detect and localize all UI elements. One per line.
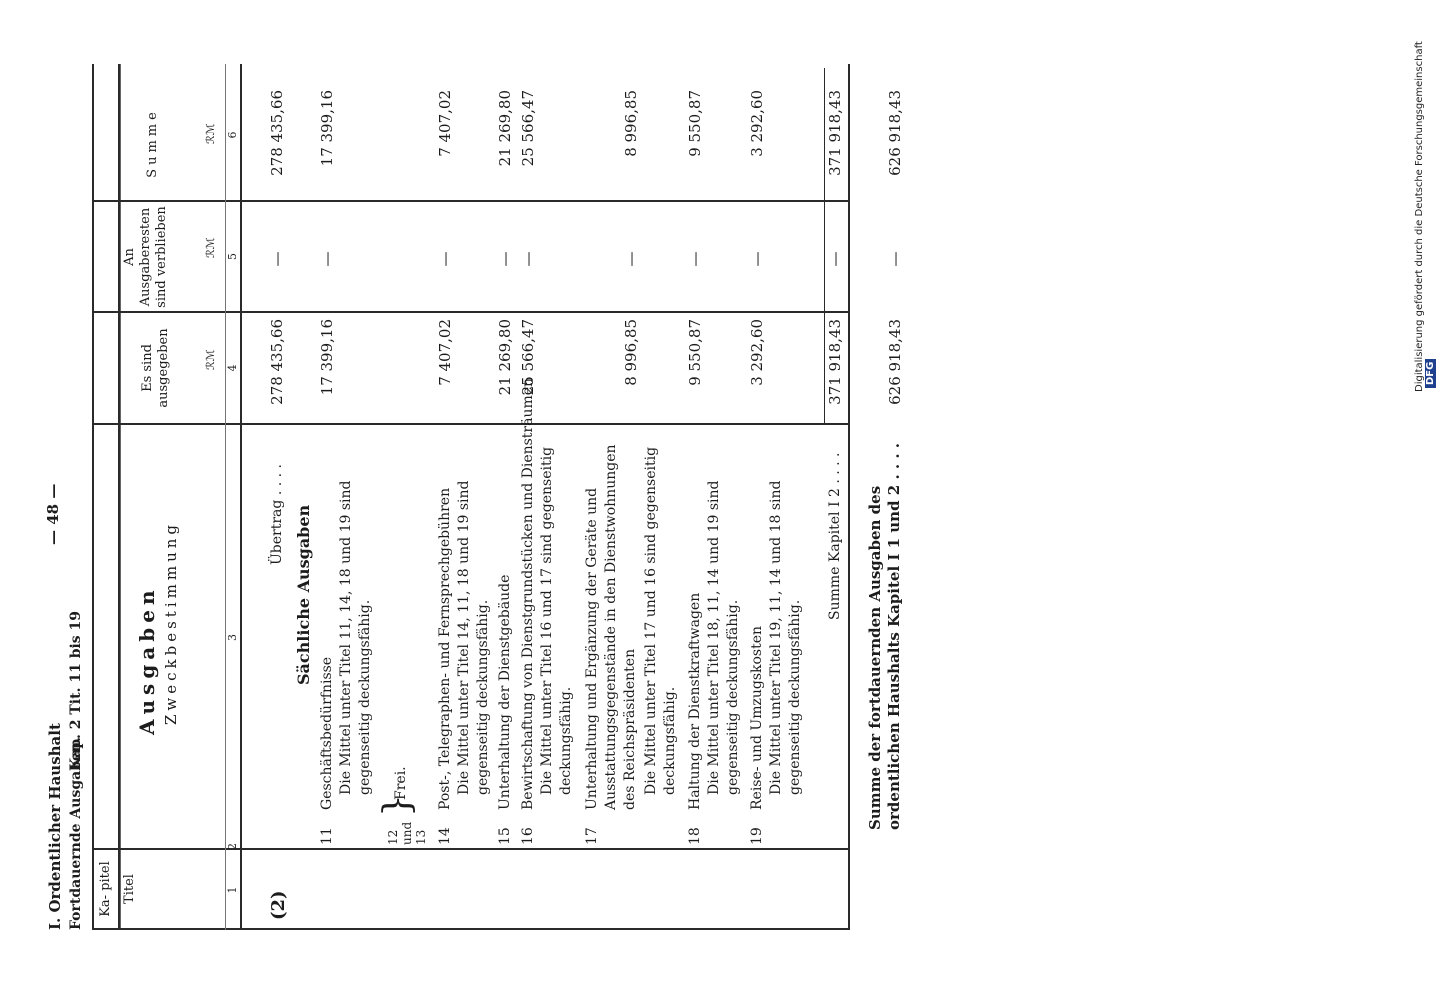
total-amount-col6: 626 918,43 (886, 90, 904, 176)
titel-16: 16 (520, 827, 536, 845)
col-header-kapitel: Ka- pitel (98, 861, 113, 917)
row-17-dash: — (622, 251, 640, 267)
row-17-amount-col6: 8 996,85 (622, 90, 640, 157)
col-header-titel: Titel (122, 874, 137, 904)
row-15-label: Unterhaltung der Dienstgebäude (497, 574, 513, 810)
total-dash: — (886, 251, 904, 267)
summe-amount-col4: 371 918,43 (826, 319, 844, 405)
subtotal-rule-top (824, 68, 825, 423)
section-title: I. Ordentlicher Haushalt (46, 723, 64, 930)
col-header-ausgegeben: Es sind ausgegeben (140, 328, 171, 408)
row-19-label: Reise- und Umzugskosten (749, 625, 765, 810)
titel-17: 17 (584, 827, 600, 845)
row-19-note: Die Mittel unter Titel 19, 11, 14 und 18 sind gegenseitig deckungsfähig. (768, 480, 803, 795)
summe-dash: — (826, 251, 844, 267)
titel-18: 18 (687, 827, 703, 845)
row-19-dash: — (748, 251, 766, 267)
uebertrag-amount-col4: 278 435,66 (268, 319, 286, 405)
uebertrag-amount-col6: 278 435,66 (268, 90, 286, 176)
unit-label-col6: ℛℳ (204, 123, 217, 144)
dfg-logo: DFG (1425, 359, 1436, 388)
col-number-rule-bottom (240, 64, 242, 930)
subsection-title: Fortdauernde Ausgaben. (68, 737, 84, 930)
titel-11: 11 (319, 827, 335, 845)
row-17-label: Unterhaltung und Ergänzung der Geräte und Ausstattungsgegenstände in den Dienstwohnungen des Reichspräsidenten (584, 444, 638, 810)
unit-label-col5: ℛℳ (204, 237, 217, 258)
total-label: Summe der fortdauernden Ausgaben des ordentlichen Haushalts Kapitel I 1 und 2 . . . . (866, 442, 903, 830)
row-17-amount-col4: 8 996,85 (622, 319, 640, 386)
row-18-amount-col6: 9 550,87 (686, 90, 704, 157)
row-14-amount-col4: 7 407,02 (436, 319, 454, 386)
total-amount-col4: 626 918,43 (886, 319, 904, 405)
row-16-note: Die Mittel unter Titel 16 und 17 sind gegenseitig deckungsfähig. (539, 446, 574, 795)
row-18-note: Die Mittel unter Titel 18, 11, 14 und 19 sind gegenseitig deckungsfähig. (706, 480, 741, 795)
row-16-label: Bewirtschaftung von Dienstgrundstücken und Diensträumen (520, 377, 536, 810)
row-11-amount-col4: 17 399,16 (318, 319, 336, 396)
col-number-4: 4 (226, 364, 239, 372)
col-rule-1 (92, 848, 850, 850)
row-11-dash: — (318, 251, 336, 267)
col-header-ausgabereste: An Ausgaberesten sind verblieben (122, 206, 169, 308)
row-15-amount-col4: 21 269,80 (496, 319, 514, 396)
section-head: Sächliche Ausgaben (294, 504, 313, 685)
table-left-rule (92, 928, 850, 930)
dfg-credit-text: Digitalisierung gefördert durch die Deutsche Forschungsgemeinschaft (1414, 41, 1425, 392)
dfg-credit (1414, 6, 1436, 392)
col-header-ausgaben: Ausgaben (135, 585, 159, 735)
titel-14: 14 (437, 827, 453, 845)
col-rule-4 (92, 200, 850, 202)
row-16-amount-col4: 25 566,47 (519, 319, 537, 396)
col-header-zweck: Zweckbestimmung (162, 520, 180, 725)
kapitel-number: (2) (268, 890, 289, 920)
row-14-amount-col6: 7 407,02 (436, 90, 454, 157)
row-19-amount-col4: 3 292,60 (748, 319, 766, 386)
row-18-amount-col4: 9 550,87 (686, 319, 704, 386)
col-number-6: 6 (226, 131, 239, 139)
col-rule-3 (92, 311, 850, 313)
summe-amount-col6: 371 918,43 (826, 90, 844, 176)
uebertrag-label: Übertrag . . . . (269, 464, 285, 565)
row-16-amount-col6: 25 566,47 (519, 90, 537, 167)
row-14-dash: — (436, 251, 454, 267)
table-bottom-rule (848, 64, 850, 930)
row-11-note: Die Mittel unter Titel 11, 14, 18 und 19 sind gegenseitig deckungsfähig. (338, 480, 373, 795)
document-page: I. Ordentlicher Haushalt Fortdauernde Ausgaben. Kap. 2 Tit. 11 bis 19 — 48 — Ka- pitel Titel Ausgaben Zweckbestimmung Es sind ausgegeben An Ausgaberesten sind verblieben Summe ℛℳ ℛℳ ℛℳ 1 2 3 4 5 6 (2) Übertrag . . . . 278 435,66 — 278 435,66 Sächliche Ausgaben 11 Geschäftsbedürfnisse Die Mittel unter Titel 11, 14, 18 und 19 sind gegenseitig deckungsfähig. 17 399,16 — 17 399,16 12 und 13 } Frei. 14 Post-, Telegraphen- und Fernsprechgebühren Die Mittel unter Titel 14, 11, 18 und 19 sind gegenseitig deckungsfähig. 7 407,02 — 7 407,02 15 Unterhaltung der Dienstgebäude 21 269,80 — 21 269,80 16 Bewirtschaftung von Dienstgrundstücken und Diensträumen Die Mittel unter Titel 16 und 17 sind gegenseitig deckungsfähig. 25 566,47 — 25 566,47 17 Unterhaltung und Ergänzung der Geräte und Ausstattungsgegenstände in den Dienstwohnungen des Reichspräsidenten Die Mittel unter Titel 17 und 16 sind gegenseitig deckungsfähig. 8 996,85 — 8 996,85 18 Haltung der Dienstkraftwagen Die Mittel unter Titel 18, 11, 14 und 19 sind gegenseitig deckungsfähig. 9 550,87 — 9 550,87 19 Reise- und Umzugskosten Die Mittel unter Titel 19, 11, 14 und 18 sind gegenseitig deckungsfähig. 3 292,60 — 3 292,60 Summe Kapitel I 2 . . . . 371 918,43 — 371 918,43 Summe der fortdauernden Ausgaben des ordentlichen Haushalts Kapitel I 1 und 2 . . . . 626 918,43 — 626 918,43 (0, 0, 1434, 1000)
row-15-dash: — (496, 251, 514, 267)
row-11-amount-col6: 17 399,16 (318, 90, 336, 167)
chapter-title: Kap. 2 Tit. 11 bis 19 (68, 610, 84, 770)
col-number-1: 1 (226, 886, 239, 894)
col-rule-2 (92, 423, 850, 425)
titel-12-13: 12 und 13 (386, 821, 428, 845)
row-17-note: Die Mittel unter Titel 17 und 16 sind gegenseitig deckungsfähig. (643, 446, 678, 795)
uebertrag-dash: — (268, 251, 286, 267)
row-18-dash: — (686, 251, 704, 267)
col-number-5: 5 (226, 253, 239, 260)
row-16-dash: — (519, 251, 537, 267)
brace-icon: } (377, 794, 418, 817)
row-14-label: Post-, Telegraphen- und Fernsprechgebühren (437, 487, 453, 810)
titel-15: 15 (497, 827, 513, 845)
summe-label: Summe Kapitel I 2 . . . . (827, 452, 843, 620)
row-19-amount-col6: 3 292,60 (748, 90, 766, 157)
col-number-3: 3 (226, 634, 239, 641)
row-14-note: Die Mittel unter Titel 14, 11, 18 und 19 sind gegenseitig deckungsfähig. (456, 480, 491, 795)
row-18-label: Haltung der Dienstkraftwagen (687, 592, 703, 810)
unit-label-col4: ℛℳ (204, 349, 217, 370)
row-11-label: Geschäftsbedürfnisse (319, 656, 335, 810)
table-top-rule (92, 64, 94, 930)
page-number: — 48 — (44, 483, 62, 545)
titel-19: 19 (749, 827, 765, 845)
col-header-summe: Summe (145, 108, 160, 178)
row-12-13-label: Frei. (393, 766, 409, 800)
table-header-rule-thin (120, 64, 121, 930)
row-15-amount-col6: 21 269,80 (496, 90, 514, 167)
